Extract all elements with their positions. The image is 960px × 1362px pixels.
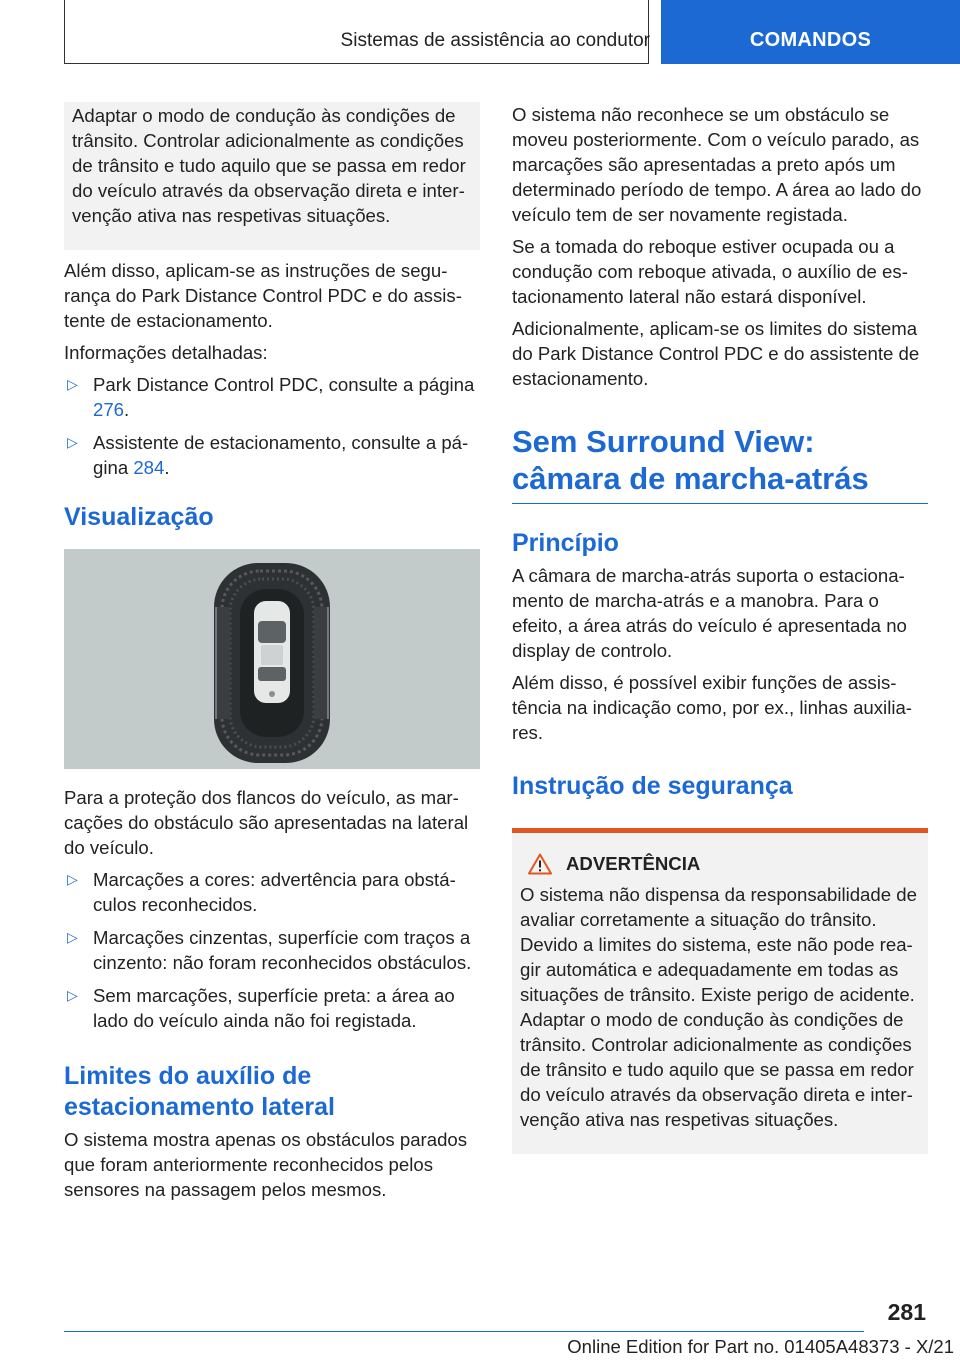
system-limits-paragraph: Adicionalmente, aplicam-se os limites do sistema do Park Distance Control PDC e do assistente de estacionamento.: [512, 318, 920, 389]
page-number: 281: [887, 1299, 926, 1325]
triangle-right-icon: ▷: [67, 871, 78, 887]
list-item-end: .: [164, 457, 170, 478]
chapter-tab-label: COMANDOS: [749, 29, 872, 51]
trailer-paragraph: Se a tomada do reboque estiver ocupada ou a condução com reboque ativada, o auxílio de estacionamento lateral não estará disponível.: [512, 236, 908, 307]
list-item-text: Marcações a cores: advertência para obstáculos reconhecidos.: [93, 869, 456, 915]
warning-title: ADVERTÊNCIA: [566, 853, 701, 874]
heading-safety: Instrução de segurança: [512, 772, 793, 800]
triangle-right-icon: ▷: [67, 987, 78, 1003]
page-link[interactable]: 276: [93, 399, 125, 420]
heading-limits: Limites do auxílio de estacionamento lateral: [64, 1062, 335, 1121]
list-item-end: .: [124, 399, 130, 420]
page-link[interactable]: 284: [133, 457, 165, 478]
warning-triangle-icon: [528, 853, 552, 875]
parking-visualization-figure: [64, 549, 480, 769]
chapter-tab[interactable]: [661, 0, 960, 64]
list-item-text: Park Distance Control PDC, consulte a página: [93, 374, 475, 395]
principle-paragraph: A câmara de marcha-atrás suporta o estacionamento de marcha-atrás e a manobra. Para o efeito, a área atrás do veículo é apresentada no display de controlo.: [512, 565, 907, 661]
list-item: [64, 372, 480, 422]
info-paragraph: Informações detalhadas:: [64, 342, 268, 363]
markings-list: [64, 867, 480, 1033]
warning-box: [512, 828, 928, 1154]
header-section-title: Sistemas de assistência ao condutor: [340, 30, 650, 51]
list-item: [64, 925, 480, 975]
car-top-view-illustration: [64, 549, 480, 769]
list-item: [64, 430, 480, 480]
footer-edition: Online Edition for Part no. 01405A48373 - X/21: [567, 1336, 954, 1357]
heading-rear-camera: Sem Surround View: câmara de marcha-atrás: [512, 423, 928, 504]
warning-text: O sistema não dispensa da responsabilidade de avaliar corretamente a situação do trânsito. Devido a limites do sistema, este não pode reagir automática e adequadamente em todas as situações de trânsito. Existe perigo de acidente. Adaptar o modo de condução às condições de trânsito. Controlar adicionalmente as condições de trânsito e tudo aquilo que se passa em redor do veículo através da observação direta e intervenção ativa nas respetivas situações.: [520, 884, 917, 1130]
warning-title-row: [520, 851, 922, 876]
list-item: [64, 867, 480, 917]
info-list: [64, 372, 480, 480]
triangle-right-icon: ▷: [67, 434, 78, 450]
heading-visualization: Visualização: [64, 503, 214, 531]
assist-paragraph: Além disso, é possível exibir funções de assistência na indicação como, por ex., linhas auxiliares.: [512, 672, 912, 743]
flanks-paragraph: Para a proteção dos flancos do veículo, as marcações do obstáculo são apresentadas na lateral do veículo.: [64, 787, 469, 858]
limits-paragraph: O sistema mostra apenas os obstáculos parados que foram anteriormente reconhecidos pelos sensores na passagem pelos mesmos.: [64, 1129, 468, 1200]
note-box: [64, 102, 480, 250]
moved-obstacle-paragraph: O sistema não reconhece se um obstáculo se moveu posteriormente. Com o veículo parado, as marcações são apresentadas a preto após um determinado período de tempo. A área ao lado do veículo tem de ser novamente registada.: [512, 104, 922, 225]
list-item-text: Assistente de estacionamento, consulte a página: [93, 432, 469, 478]
note-box-text: Adaptar o modo de condução às condições de trânsito. Controlar adicionalmente as condições de trânsito e tudo aquilo que se passa em redor do veículo através da observação direta e intervenção ativa nas respetivas situações.: [72, 105, 466, 226]
list-item-text: Marcações cinzentas, superfície com traços a cinzento: não foram reconhecidos obstáculos.: [93, 927, 472, 973]
safety-paragraph: Além disso, aplicam-se as instruções de segurança do Park Distance Control PDC e do assistente de estacionamento.: [64, 260, 462, 331]
triangle-right-icon: ▷: [67, 376, 78, 392]
left-column: [64, 102, 480, 1209]
list-item: [64, 983, 480, 1033]
heading-principle: Princípio: [512, 529, 619, 557]
footer-divider: [64, 1331, 864, 1332]
right-column: [512, 102, 928, 1154]
triangle-right-icon: ▷: [67, 929, 78, 945]
list-item-text: Sem marcações, superfície preta: a área ao lado do veículo ainda não foi registada.: [93, 985, 455, 1031]
